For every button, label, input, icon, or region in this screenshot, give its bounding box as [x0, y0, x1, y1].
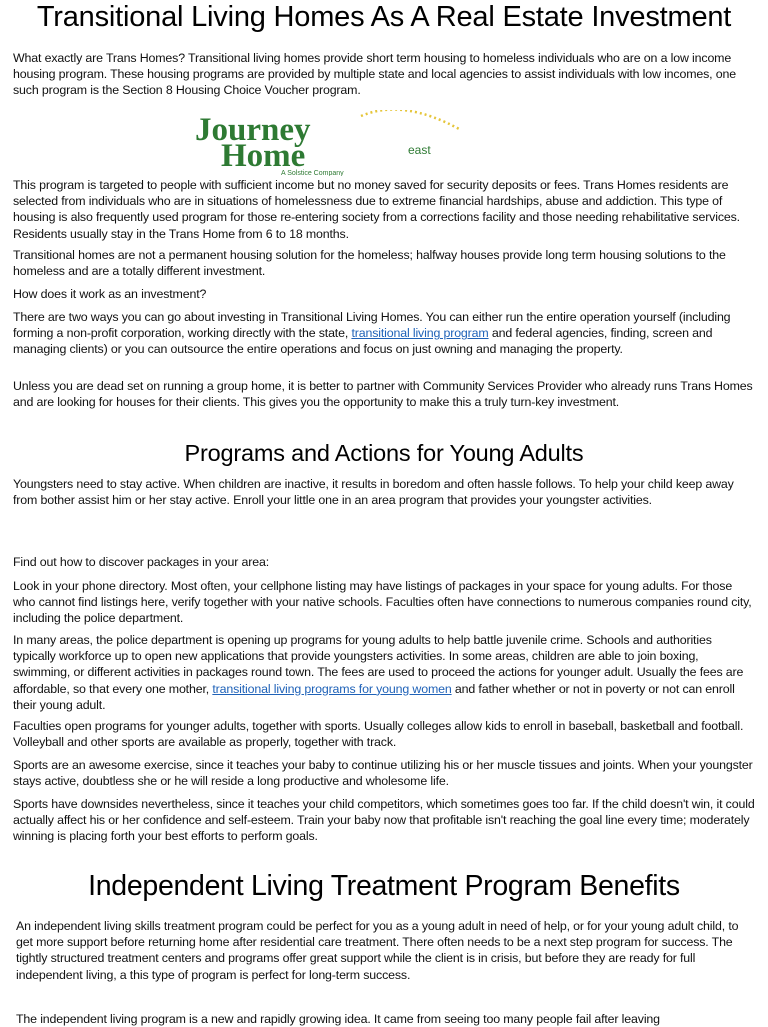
independent-living-paragraph: An independent living skills treatment program could be perfect for you as a young adult in need of help, or for your young adult child, to get more support before returning home after residential care treatment. There often needs to be a next step program for success. The tightly structured treatment centers and programs offer great support while the client is in crisis, but before they are ready for full independent living, a this type of program is perfect for long-term success.	[16, 919, 739, 982]
youngsters-paragraph: Youngsters need to stay active. When children are inactive, it results in boredom and often hassle follows. To help your child keep away from bother assist him or her stay active. Enroll your little one in an area program that provides your youngster activities.	[13, 477, 734, 508]
page-title: Transitional Living Homes As A Real Estate Investment	[36, 1, 732, 33]
logo-arc-dots	[361, 110, 461, 130]
partner-paragraph: Unless you are dead set on running a group home, it is better to partner with Community Services Provider who already runs Trans Homes and are looking for houses for their clients. This gives you the opportunity to make this a truly turn-key investment.	[13, 379, 753, 410]
journey-home-logo	[193, 110, 468, 176]
section-heading-young-adults: Programs and Actions for Young Adults	[184, 440, 584, 466]
sports-downsides-paragraph: Sports have downsides nevertheless, since it teaches your child competitors, which sometimes goes too far. If the child doesn't win, it could actually affect his or her confidence and self-esteem. Train your baby now that profitable isn't reaching the goal line every time; moderately winning is placing forth your best efforts to perform goals.	[13, 797, 755, 844]
logo-tagline: A Solstice Company	[281, 170, 344, 176]
logo-word-journey: Journey	[195, 112, 311, 148]
intro-paragraph: What exactly are Trans Homes? Transitional living homes provide short term housing to homeless individuals who are on a low income housing program. These housing programs are provided by multiple state and local agencies to assist individuals with low incomes, one such program is the Section 8 Housing Choice Voucher program.	[13, 51, 736, 98]
investment-question: How does it work as an investment?	[13, 287, 207, 301]
logo-word-home: Home	[221, 138, 306, 174]
police-programs-paragraph: In many areas, the police department is opening up programs for young adults to help battle juvenile crime. Schools and authorities typically workforce up to open new applications that provide youngsters activities. In some areas, children are able to join boxing, swimming, or different activities in packages round town. The fees are used to proceed the actions for younger adult. Usually the fees are affordable, so that every one mother, transitional living programs for young women and father whether or not in poverty or not can enroll their young adult.	[13, 633, 744, 712]
phone-directory-paragraph: Look in your phone directory. Most often, your cellphone listing may have listings of packages in your space for young adults. For those who cannot find listings here, verify together with your native schools. Faculties often have connections to numerous companies round city, including the police department.	[13, 579, 752, 626]
young-women-programs-link[interactable]: transitional living programs for young women	[212, 681, 452, 696]
sports-exercise-paragraph: Sports are an awesome exercise, since it teaches your baby to continue utilizing his or her muscle tissues and joints. When your youngster stays active, doubtless she or he will reside a long productive and wholesome life.	[13, 758, 753, 789]
logo-suffix-east: east	[408, 143, 431, 157]
faculties-sports-paragraph: Faculties open programs for younger adults, together with sports. Usually colleges allow kids to enroll in baseball, basketball and football. Volleyball and other sports are available as properly, together with track.	[13, 719, 744, 750]
find-programs-paragraph: Find out how to discover packages in your area:	[13, 555, 270, 569]
program-target-paragraph: This program is targeted to people with sufficient income but no money saved for security deposits or fees. Trans Homes residents are selected from individuals who are in situations of homelessness due to extreme financial hardships, abuse and addiction. This type of housing is also frequently used program for those re-entering society from a corrections facility and those needing rehabilitative services. Residents usually stay in the Trans Home from 6 to 18 months.	[13, 178, 740, 241]
permanent-housing-paragraph: Transitional homes are not a permanent housing solution for the homeless; halfway houses provide long term housing solutions to the homeless and are a totally different investment.	[13, 248, 726, 279]
two-ways-paragraph: There are two ways you can go about investing in Transitional Living Homes. You can either run the entire operation yourself (including forming a non-profit corporation, working directly with the state, transitional living program and federal agencies, finding, screen and managing clients) or you can outsource the entire operations and focus on just owning and managing the property.	[13, 310, 731, 357]
transitional-living-program-link[interactable]: transitional living program	[351, 326, 489, 341]
section-heading-independent-living: Independent Living Treatment Program Benefits	[88, 870, 680, 902]
new-idea-paragraph: The independent living program is a new and rapidly growing idea. It came from seeing too many people fail after leaving	[16, 1012, 660, 1026]
